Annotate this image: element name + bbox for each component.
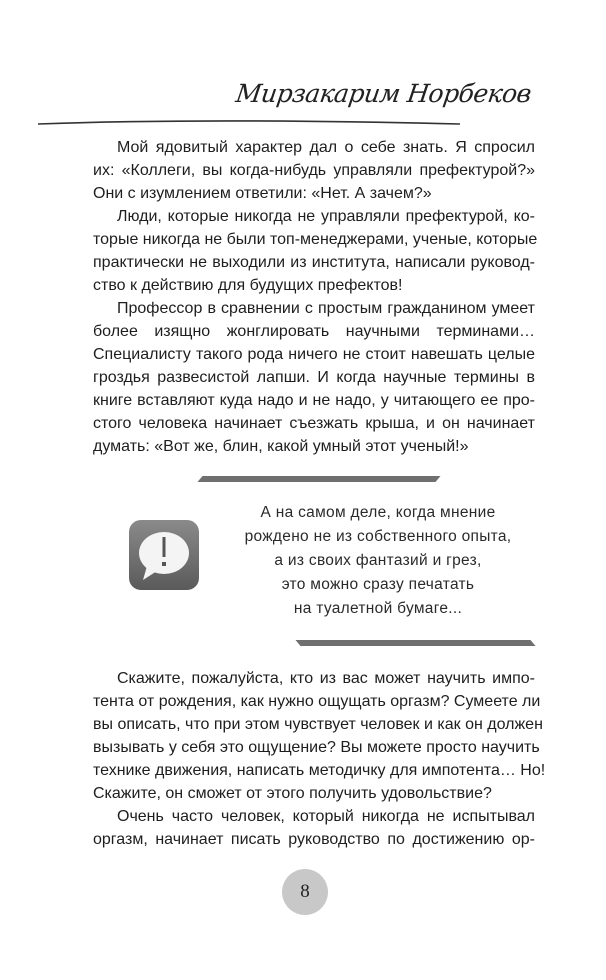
callout-bottom-bar xyxy=(295,640,535,646)
quote-line: а из своих фантазий и грез, xyxy=(274,552,482,569)
text-line: более изящно жонглировать научными терминами… xyxy=(93,323,535,340)
callout-quote xyxy=(218,501,538,621)
paragraph xyxy=(93,667,546,805)
text-line: Они с изумлением ответили: «Нет. А зачем?» xyxy=(93,185,432,202)
body-text-bottom xyxy=(93,667,546,851)
paragraph xyxy=(93,205,538,297)
text-line: практически не выходили из института, написали руковод- xyxy=(93,254,535,271)
paragraph xyxy=(93,297,535,458)
text-line: Мой ядовитый характер дал о себе знать. Я спросил xyxy=(117,139,535,156)
text-line: ство к действию для будущих префектов! xyxy=(93,277,403,294)
text-line: Скажите, пожалуйста, кто из вас может научить импо- xyxy=(117,670,535,687)
text-line: Скажите, он сможет от этого получить удовольствие? xyxy=(93,785,492,802)
text-line: тента от рождения, как нужно ощущать оргазм? Сумеете ли xyxy=(93,693,541,710)
paragraph xyxy=(93,805,535,851)
text-line: оргазм, начинает писать руководство по достижению ор- xyxy=(93,831,535,848)
quote-line: рождено не из собственного опыта, xyxy=(244,528,512,545)
header-rule xyxy=(0,112,470,132)
text-line: думать: «Вот же, блин, какой умный этот ученый!» xyxy=(93,438,469,455)
text-line: Очень часто человек, который никогда не испытывал xyxy=(117,808,535,825)
text-line: торые никогда не были топ-менеджерами, ученые, которые xyxy=(93,231,538,248)
quote-line: это можно сразу печатать xyxy=(281,576,475,593)
text-line: стого человека начинает съезжать крыша, и он начинает xyxy=(93,415,535,432)
author-signature: Мирзакарим Норбеков xyxy=(234,79,533,108)
text-line: Специалисту такого рода ничего не стоит навешать целые xyxy=(93,346,535,363)
paragraph xyxy=(93,136,535,205)
text-line: книге вставляют куда надо и не надо, у читающего ее про- xyxy=(93,392,535,409)
text-line: вы описать, что при этом чувствует человек и как он должен xyxy=(93,716,543,733)
body-text-top xyxy=(93,136,538,458)
text-line: вызывать у себя это ощущение? Вы можете просто научить xyxy=(93,739,540,756)
quote-line: на туалетной бумаге... xyxy=(293,600,463,617)
text-line: их: «Коллеги, вы когда-нибудь управляли префектурой?» xyxy=(93,162,535,179)
exclamation-speech-bubble-icon xyxy=(129,520,199,590)
text-line: Люди, которые никогда не управляли префектурой, ко- xyxy=(117,208,535,225)
quote-line: А на самом деле, когда мнение xyxy=(260,504,496,521)
callout-top-bar xyxy=(197,476,440,482)
page-number: 8 xyxy=(282,869,328,915)
text-line: гроздья развесистой лапши. И когда научные термины в xyxy=(93,369,535,386)
text-line: Профессор в сравнении с простым гражданином умеет xyxy=(117,300,535,317)
text-line: технике движения, написать методичку для импотента… Но! xyxy=(93,762,546,779)
